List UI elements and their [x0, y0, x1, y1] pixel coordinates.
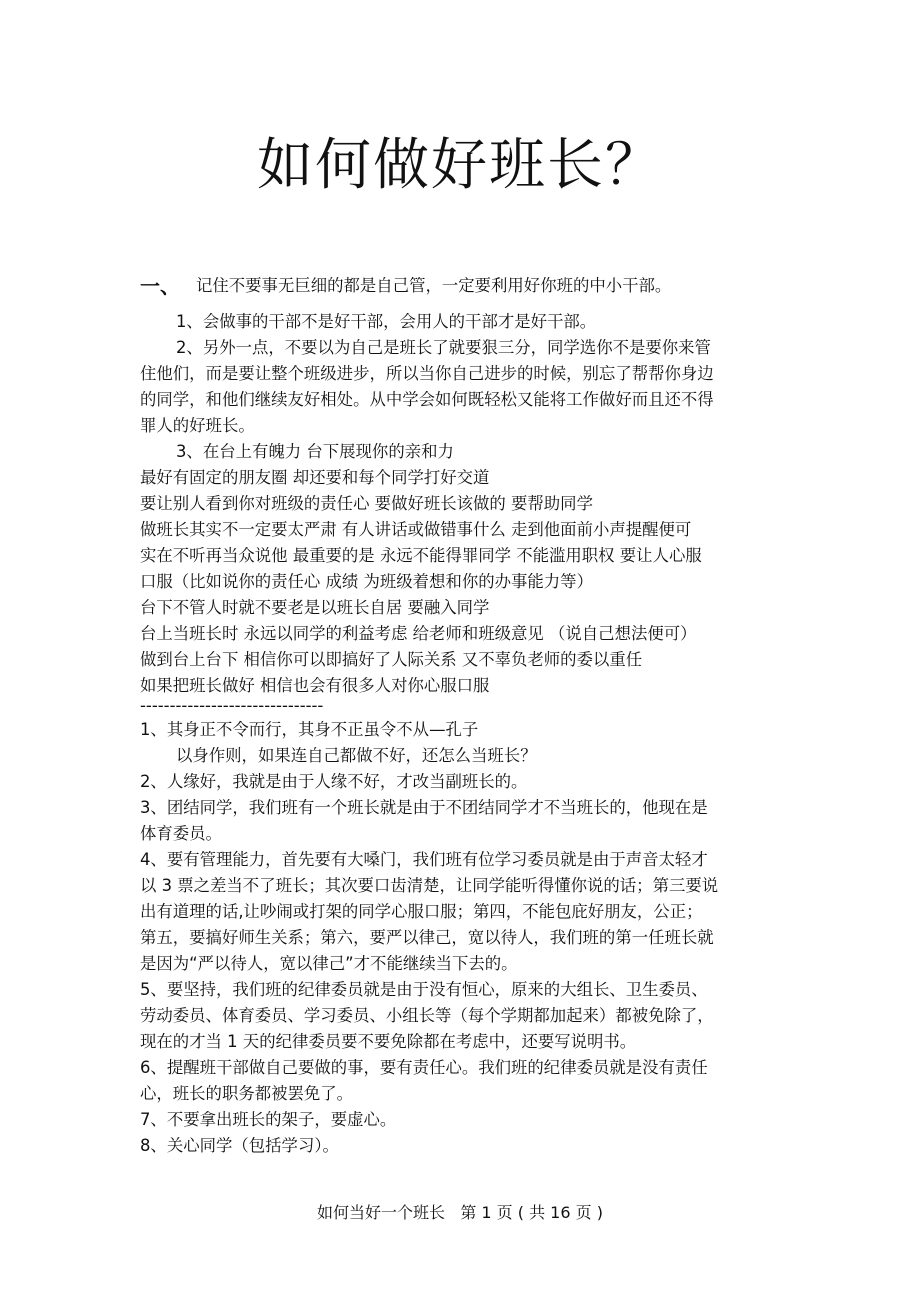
text-line: 体育委员。 — [140, 824, 222, 843]
text-line: 7、不要拿出班长的架子，要虚心。 — [140, 1110, 397, 1129]
footer-page-info: 第 1 页 ( 共 16 页 ) — [460, 1203, 603, 1222]
text-line: 如果把班长做好 相信也会有很多人对你心服口服 — [140, 676, 490, 695]
section-marker: 一、 — [140, 274, 180, 298]
text-line: 出有道理的话,让吵闹或打架的同学心服口服；第四，不能包庇好朋友，公正； — [140, 902, 703, 921]
text-line: 6、提醒班干部做自己要做的事，要有责任心。我们班的纪律委员就是没有责任 — [140, 1058, 708, 1077]
text-line: 以 3 票之差当不了班长；其次要口齿清楚，让同学能听得懂你说的话；第三要说 — [140, 876, 719, 895]
text-line: 劳动委员、体育委员、学习委员、小组长等（每个学期都加起来）都被免除了， — [140, 1006, 714, 1025]
text-line: 心，班长的职务都被罢免了。 — [140, 1084, 354, 1103]
text-line: 做到台上台下 相信你可以即搞好了人际关系 又不辜负老师的委以重任 — [140, 650, 643, 669]
text-line: 是因为“严以待人，宽以律己”才不能继续当下去的。 — [140, 954, 518, 973]
text-line: 做班长其实不一定要太严肃 有人讲话或做错事什么 走到他面前小声提醒便可 — [140, 520, 692, 539]
page-title: 如何做好班长？ — [257, 133, 663, 198]
text-line: 以身作则，如果连自己都做不好，还怎么当班长？ — [176, 746, 537, 765]
section-heading — [140, 272, 790, 300]
text-line: 要让别人看到你对班级的责任心 要做好班长该做的 要帮助同学 — [140, 494, 593, 513]
text-line: 4、要有管理能力，首先要有大嗓门，我们班有位学习委员就是由于声音太轻才 — [140, 850, 708, 869]
text-line: 的同学，和他们继续友好相处。从中学会如何既轻松又能将工作做好而且还不得 — [140, 390, 714, 409]
text-line: ------------------------------- — [140, 696, 324, 715]
text-line: 罪人的好班长。 — [140, 416, 255, 435]
text-line: 2、人缘好，我就是由于人缘不好，才改当副班长的。 — [140, 772, 528, 791]
text-line: 台下不管人时就不要老是以班长自居 要融入同学 — [140, 598, 490, 617]
text-line: 实在不听再当众说他 最重要的是 永远不能得罪同学 不能滥用职权 要让人心服 — [140, 546, 702, 565]
text-line: 1、会做事的干部不是好干部，会用人的干部才是好干部。 — [176, 312, 597, 331]
text-line: 住他们，而是要让整个班级进步，所以当你自己进步的时候，别忘了帮帮你身边 — [140, 364, 714, 383]
text-line: 台上当班长时 永远以同学的利益考虑 给老师和班级意见 （说自己想法便可） — [140, 624, 697, 643]
footer-doc-name: 如何当好一个班长 — [317, 1203, 446, 1222]
page-footer — [0, 1200, 920, 1223]
text-line: 5、要坚持，我们班的纪律委员就是由于没有恒心，原来的大组长、卫生委员、 — [140, 980, 708, 999]
text-line: 3、在台上有魄力 台下展现你的亲和力 — [176, 442, 454, 461]
text-line: 3、团结同学，我们班有一个班长就是由于不团结同学才不当班长的，他现在是 — [140, 798, 708, 817]
text-line: 最好有固定的朋友圈 却还要和每个同学打好交道 — [140, 468, 490, 487]
text-line: 现在的才当 1 天的纪律委员要不要免除都在考虑中，还要写说明书。 — [140, 1032, 637, 1051]
text-line: 口服（比如说你的责任心 成绩 为班级着想和你的办事能力等） — [140, 572, 593, 591]
text-line: 8、关心同学（包括学习）。 — [140, 1136, 339, 1155]
text-line: 第五，要搞好师生关系；第六，要严以律己，宽以待人，我们班的第一任班长就 — [140, 928, 714, 947]
text-line: 2、另外一点，不要以为自己是班长了就要狠三分，同学选你不是要你来管 — [176, 338, 711, 357]
text-line: 1、其身正不令而行，其身不正虽令不从—孔子 — [140, 720, 479, 739]
section-heading-text: 记住不要事无巨细的都是自己管，一定要利用好你班的中小干部。 — [196, 276, 672, 295]
